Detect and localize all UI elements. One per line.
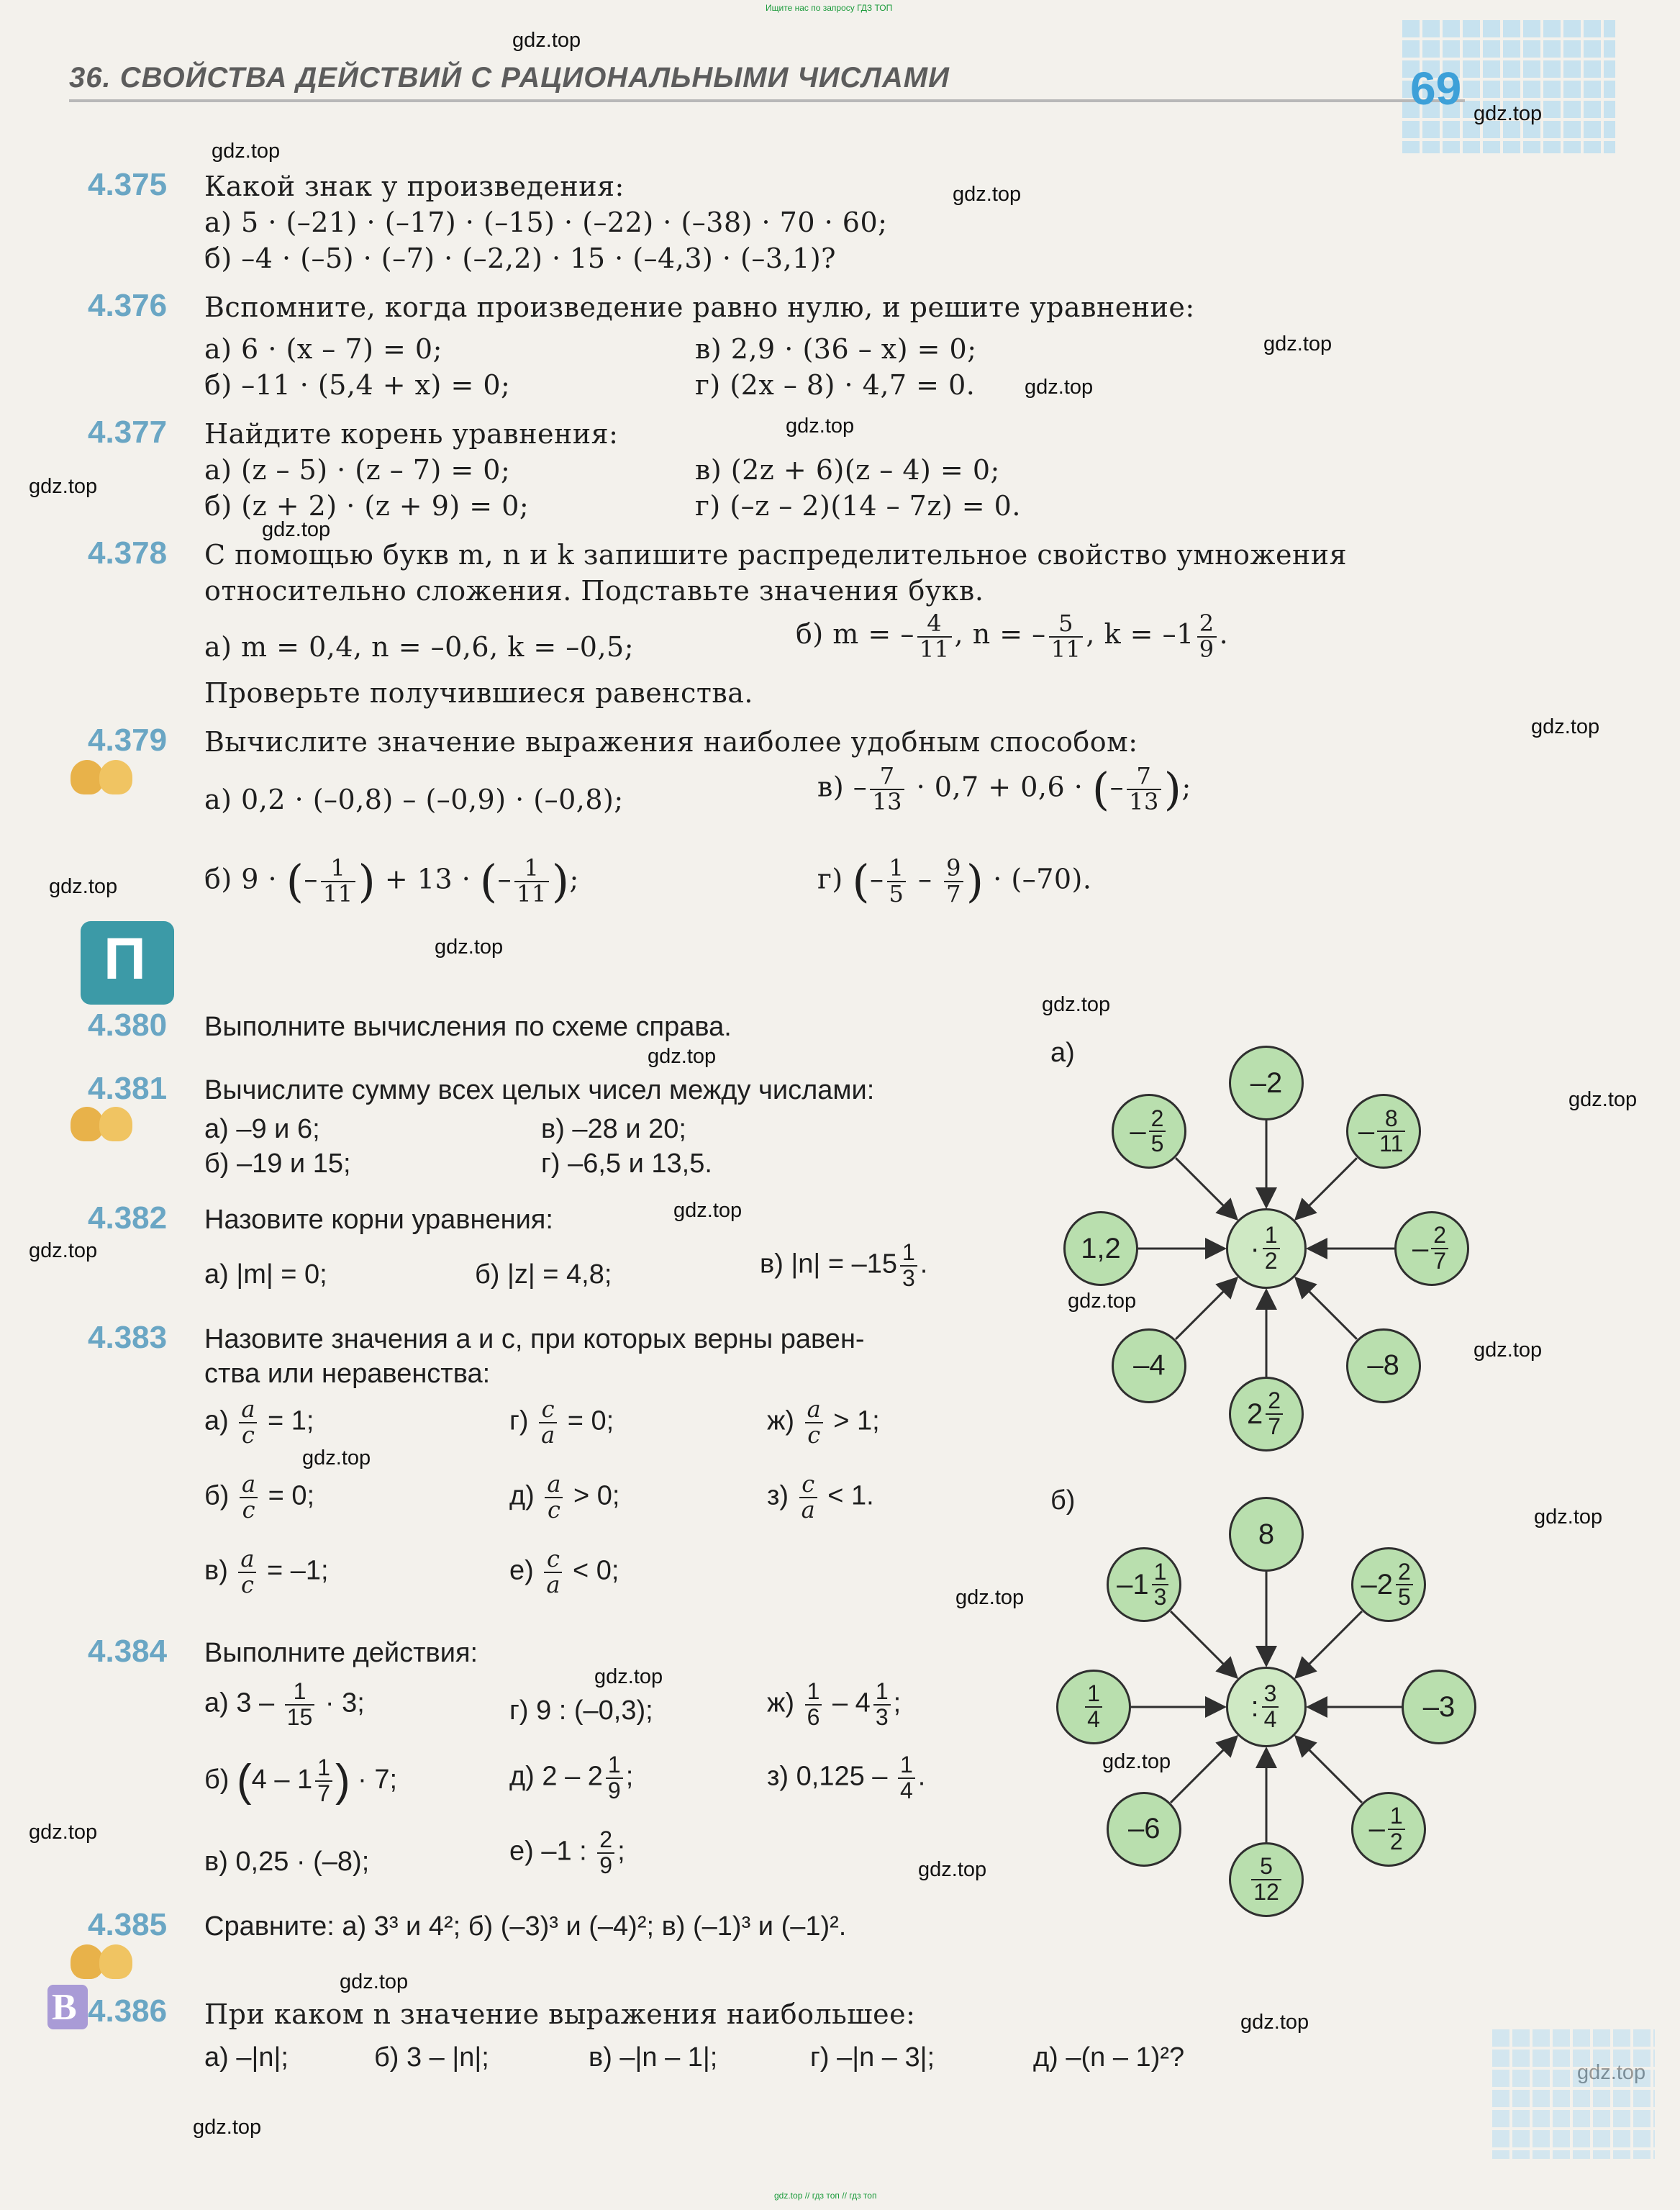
exercise-question: Выполните действия: xyxy=(204,1638,478,1668)
exercise-item: з) 0,125 – $\frac{1}{4}$ . xyxy=(767,1752,926,1803)
exercise-item: е) –1 : $\frac{2}{9}$ ; xyxy=(509,1826,625,1878)
watermark: gdz.top xyxy=(302,1446,371,1469)
watermark: gdz.top xyxy=(786,415,855,438)
diagram-node: – $\frac{1}{2}$ xyxy=(1351,1792,1426,1867)
diagram-node: –1 $\frac{1}{3}$ xyxy=(1107,1547,1181,1622)
arrow xyxy=(1176,1278,1237,1339)
exercise-item: а) (z – 5) · (z – 7) = 0; xyxy=(204,454,511,486)
watermark: gdz.top xyxy=(953,183,1022,206)
diagram-node: –8 xyxy=(1346,1328,1421,1403)
watermark: gdz.top xyxy=(1531,715,1600,738)
exercise-number: 4.385 xyxy=(88,1907,168,1942)
diagram-node: – $\frac{2}{5}$ xyxy=(1112,1094,1186,1169)
watermark: gdz.top xyxy=(1534,1505,1603,1529)
watermark: gdz.top xyxy=(340,1970,409,1993)
exercise-item: б) (4 – 1 $\frac{1}{7}$ ) · 7; xyxy=(204,1754,398,1806)
exercise-item: а) –9 и 6; xyxy=(204,1114,320,1144)
exercise-item: г) (– $\frac{1}{5}$ – $\frac{9}{7}$ ) · (–70). xyxy=(817,854,1092,907)
exercise-question: При каком n значение выражения наибольшее: xyxy=(204,1998,916,2030)
top-note: Ищите нас по запросу ГДЗ ТОП xyxy=(766,3,893,13)
exercise-question: Вычислите значение выражения наиболее удобным способом: xyxy=(204,726,1138,758)
exercise-item: в) –|n – 1|; xyxy=(589,2042,718,2073)
exercise-item: е) $\frac{c}{a}$ < 0; xyxy=(509,1545,619,1598)
exercise-item: в) (2z + 6)(z – 4) = 0; xyxy=(695,454,1000,486)
exercise-number: 4.386 xyxy=(88,1993,168,2029)
watermark: gdz.top xyxy=(1068,1290,1137,1313)
watermark: gdz.top xyxy=(1102,1750,1171,1773)
exercise-item: г) –|n – 3|; xyxy=(810,2042,935,2073)
page-corner-grid xyxy=(1489,2029,1655,2159)
exercise-item: г) (2x – 8) · 4,7 = 0. xyxy=(695,369,976,401)
exercise-question: ства или неравенства: xyxy=(204,1359,491,1389)
watermark: gdz.top xyxy=(29,475,98,498)
watermark: gdz.top xyxy=(435,936,504,959)
exercise-item: з) $\frac{c}{a}$ < 1. xyxy=(767,1470,874,1523)
watermark: gdz.top xyxy=(29,1239,98,1262)
exercise-question: Вычислите сумму всех целых чисел между числами: xyxy=(204,1075,875,1105)
exercise-item: д) –(n – 1)²? xyxy=(1033,2042,1185,2073)
exercise-item: г) (–z – 2)(14 – 7z) = 0. xyxy=(695,490,1021,522)
exercise-item: г) 9 : (–0,3); xyxy=(509,1695,653,1726)
watermark: gdz.top xyxy=(918,1858,987,1881)
exercise-question: относительно сложения. Подставьте значения букв. xyxy=(204,575,984,607)
watermark: gdz.top xyxy=(673,1199,743,1222)
level-badge: В xyxy=(47,1985,88,2029)
exercise-number: 4.382 xyxy=(88,1200,168,1236)
exercise-item: ж) $\frac{a}{c}$ > 1; xyxy=(767,1395,880,1449)
exercise-item: б) |z| = 4,8; xyxy=(475,1259,612,1290)
exercise-number: 4.379 xyxy=(88,723,168,758)
watermark: gdz.top xyxy=(1568,1088,1638,1111)
watermark: gdz.top xyxy=(262,518,331,541)
exercise-item: а) $\frac{a}{c}$ = 1; xyxy=(204,1395,314,1449)
arrow xyxy=(1296,1278,1357,1339)
diagram-center-node: : $\frac{3}{4}$ xyxy=(1226,1667,1307,1747)
exercise-item: г) $\frac{c}{a}$ = 0; xyxy=(509,1395,614,1449)
watermark: gdz.top xyxy=(648,1045,717,1068)
exercise-note: Проверьте получившиеся равенства. xyxy=(204,677,753,709)
exercise-item: а) |m| = 0; xyxy=(204,1259,327,1290)
puzzle-badge: П xyxy=(81,921,174,1005)
watermark: gdz.top xyxy=(955,1586,1025,1609)
exercise-item: в) 2,9 · (36 – x) = 0; xyxy=(695,333,977,365)
exercise-item: ж) $\frac{1}{6}$ – 4 $\frac{1}{3}$ ; xyxy=(767,1678,902,1730)
diagram-node: $\frac{1}{4}$ xyxy=(1056,1670,1131,1744)
exercise-item: а) 3 – $\frac{1}{15}$ · 3; xyxy=(204,1678,365,1730)
page-number: 69 xyxy=(1410,63,1462,114)
diagram-node: 1,2 xyxy=(1063,1211,1138,1286)
exercise-question: Назовите корни уравнения: xyxy=(204,1205,553,1235)
bottom-note: gdz.top // гдз топ // гдз топ xyxy=(774,2191,877,2201)
watermark: gdz.top xyxy=(594,1665,663,1688)
exercise-item: в) 0,25 · (–8); xyxy=(204,1847,370,1877)
watermark: gdz.top xyxy=(1042,993,1111,1016)
chapter-title: 36. СВОЙСТВА ДЕЙСТВИЙ С РАЦИОНАЛЬНЫМИ ЧИСЛАМИ xyxy=(69,62,950,94)
exercise-item: б) –11 · (5,4 + x) = 0; xyxy=(204,369,511,401)
exercise-item: г) –6,5 и 13,5. xyxy=(541,1149,712,1179)
exercise-question: Назовите значения a и c, при которых верны равен- xyxy=(204,1324,865,1354)
exercise-number: 4.377 xyxy=(88,415,168,450)
watermark: gdz.top xyxy=(193,2116,262,2139)
arrow xyxy=(1296,1158,1357,1219)
watermark: gdz.top xyxy=(1474,1339,1543,1362)
watermark: gdz.top xyxy=(512,29,581,52)
exercise-question: С помощью букв m, n и k запишите распределительное свойство умножения xyxy=(204,539,1348,571)
exercise-item: в) – $\frac{7}{13}$ · 0,7 + 0,6 · (– $\frac{7}{13}$ ); xyxy=(817,762,1191,815)
exercise-item: в) $\frac{a}{c}$ = –1; xyxy=(204,1545,329,1598)
exercise-item: б) m = – $\frac{4}{11}$ , n = – $\frac{5}{11}$ , k = –1 $\frac{2}{9}$ . xyxy=(796,610,1229,663)
diagram-node: – $\frac{8}{11}$ xyxy=(1346,1094,1421,1169)
arrow xyxy=(1296,1736,1362,1803)
diagram-node: –3 xyxy=(1402,1670,1476,1744)
exercise-item: б) (z + 2) · (z + 9) = 0; xyxy=(204,490,530,522)
exercise-question: Найдите корень уравнения: xyxy=(204,418,619,450)
diagram-node: 8 xyxy=(1229,1497,1304,1572)
arrow xyxy=(1176,1158,1237,1219)
exercise-item: б) –4 · (–5) · (–7) · (–2,2) · 15 · (–4,3) · (–3,1)? xyxy=(204,243,837,274)
exercise-item: а) m = 0,4, n = –0,6, k = –0,5; xyxy=(204,631,635,663)
exercise-item: б) $\frac{a}{c}$ = 0; xyxy=(204,1470,315,1523)
exercise-item: в) –28 и 20; xyxy=(541,1114,686,1144)
diagram-node: – $\frac{2}{7}$ xyxy=(1394,1211,1469,1286)
diagram-a-label: а) xyxy=(1050,1038,1075,1068)
exercise-question: Какой знак у произведения: xyxy=(204,171,625,202)
diagram-node: –2 $\frac{2}{5}$ xyxy=(1351,1547,1426,1622)
diagram-b-label: б) xyxy=(1050,1485,1076,1516)
watermark: gdz.top xyxy=(212,140,281,163)
diagram-node: –4 xyxy=(1112,1328,1186,1403)
diagram-node: –6 xyxy=(1107,1792,1181,1867)
exercise-question: Сравните: а) 3³ и 4²; б) (–3)³ и (–4)²; в) (–1)³ и (–1)². xyxy=(204,1911,847,1942)
diagram-node: $\frac{5}{12}$ xyxy=(1229,1842,1304,1917)
diagram-center-node: · $\frac{1}{2}$ xyxy=(1226,1208,1307,1289)
exercise-number: 4.380 xyxy=(88,1007,168,1043)
exercise-item: д) $\frac{a}{c}$ > 0; xyxy=(509,1470,620,1523)
exercise-item: а) 0,2 · (–0,8) – (–0,9) · (–0,8); xyxy=(204,784,624,815)
arrow xyxy=(1296,1611,1362,1677)
exercise-item: а) 5 · (–21) · (–17) · (–15) · (–22) · (–38) · 70 · 60; xyxy=(204,207,888,238)
watermark: gdz.top xyxy=(1025,376,1094,399)
exercise-number: 4.383 xyxy=(88,1320,168,1355)
exercise-item: д) 2 – 2 $\frac{1}{9}$ ; xyxy=(509,1752,634,1803)
exercise-item: б) 3 – |n|; xyxy=(374,2042,489,2073)
watermark: gdz.top xyxy=(1240,2011,1309,2034)
exercise-number: 4.375 xyxy=(88,167,168,202)
watermark: gdz.top xyxy=(49,875,118,898)
exercise-number: 4.378 xyxy=(88,535,168,571)
watermark: gdz.top xyxy=(29,1821,98,1844)
watermark: gdz.top xyxy=(1474,102,1543,125)
diagram-node: –2 xyxy=(1229,1046,1304,1120)
exercise-number: 4.384 xyxy=(88,1634,168,1669)
exercise-item: б) –19 и 15; xyxy=(204,1149,351,1179)
exercise-item: а) 6 · (x – 7) = 0; xyxy=(204,333,442,365)
exercise-number: 4.376 xyxy=(88,288,168,323)
exercise-number: 4.381 xyxy=(88,1071,168,1106)
exercise-item: б) 9 · (– $\frac{1}{11}$ ) + 13 · (– $\frac{1}{11}$ ); xyxy=(204,854,579,907)
arrow xyxy=(1171,1611,1237,1677)
diagram-node: 2 $\frac{2}{7}$ xyxy=(1229,1377,1304,1452)
watermark: gdz.top xyxy=(1263,332,1332,355)
exercise-question: Выполните вычисления по схеме справа. xyxy=(204,1012,732,1042)
exercise-item: в) |n| = –15 $\frac{1}{3}$ . xyxy=(760,1239,928,1291)
exercise-question: Вспомните, когда произведение равно нулю, и решите уравнение: xyxy=(204,291,1195,323)
arrow xyxy=(1171,1736,1237,1803)
exercise-item: а) –|n|; xyxy=(204,2042,289,2073)
